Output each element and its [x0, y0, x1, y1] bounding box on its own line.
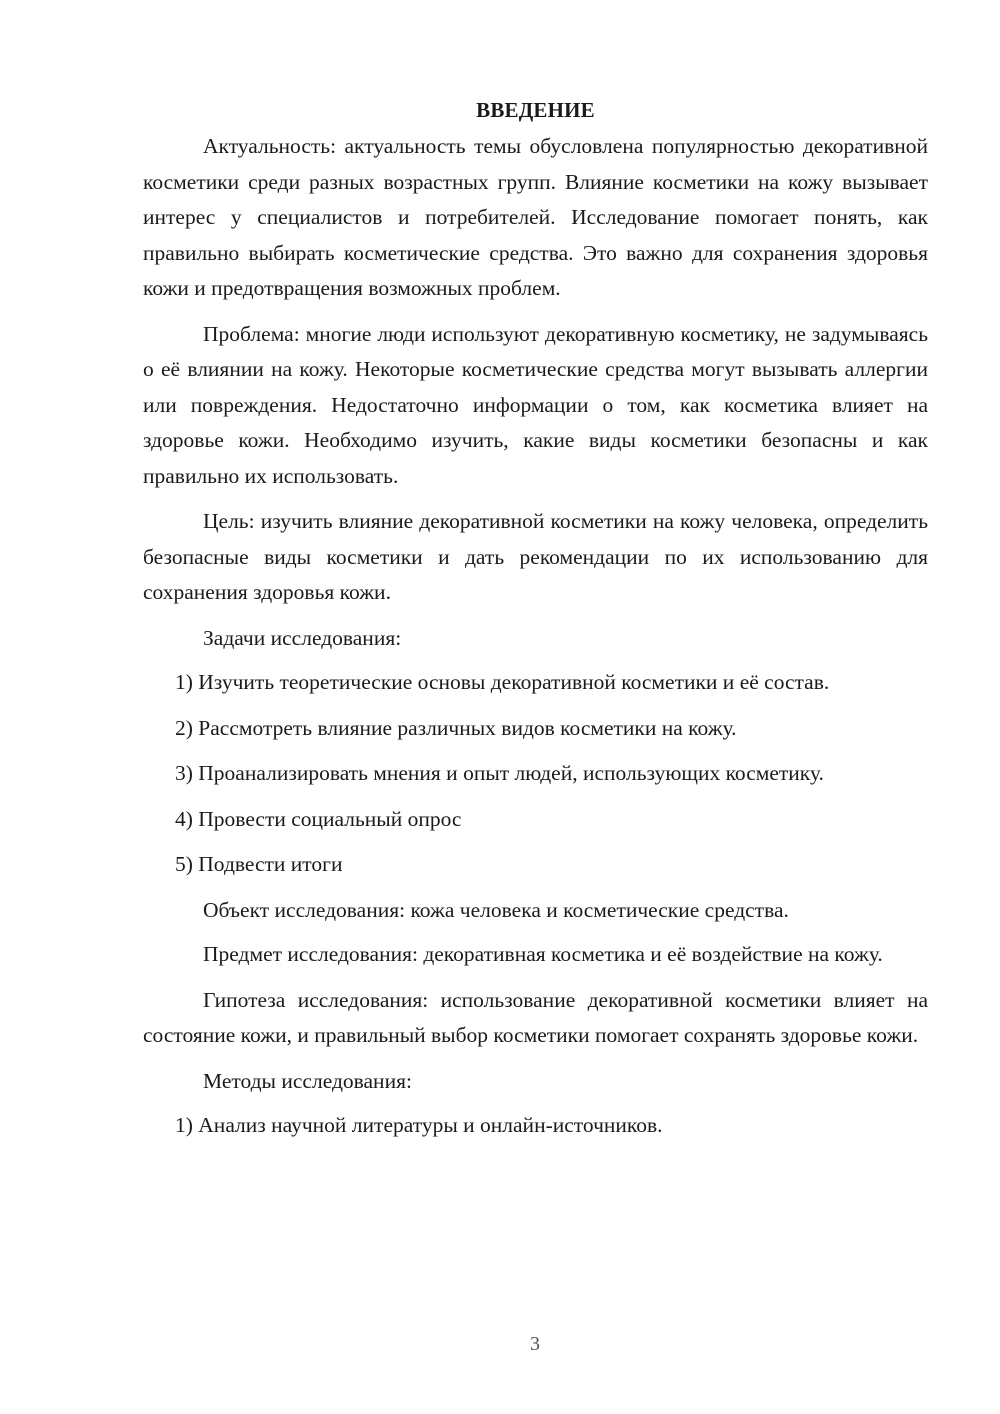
- task-item-4: 4) Провести социальный опрос: [175, 806, 462, 831]
- method-item-1: 1) Анализ научной литературы и онлайн-источников.: [175, 1113, 663, 1137]
- object-paragraph: Объект исследования: кожа человека и косметические средства.: [203, 897, 789, 922]
- task-item-3: 3) Проанализировать мнения и опыт людей, использующих косметику.: [175, 761, 824, 785]
- relevance-paragraph: Актуальность: актуальность темы обусловлена популярностью декоративной косметики среди разных возрастных групп. Влияние косметики на кожу вызывает интерес у специалистов и потребителей. Исследование помогает понять, как правильно выбирать косметические средства. Это важно для сохранения здоровья кожи и предотвращения возможных проблем.: [143, 134, 928, 300]
- goal-paragraph: Цель: изучить влияние декоративной косметики на кожу человека, определить безопасные виды косметики и дать рекомендации по их использованию для сохранения здоровья кожи.: [143, 509, 928, 604]
- problem-paragraph: Проблема: многие люди используют декоративную косметику, не задумываясь о её влиянии на кожу. Некоторые косметические средства могут вызывать аллергии или повреждения. Недостаточно информации о том, как косметика влияет на здоровье кожи. Необходимо изучить, какие виды косметики безопасны и как правильно их использовать.: [143, 321, 928, 488]
- page-number: 3: [530, 1333, 540, 1355]
- document-page: [143, 95, 928, 1154]
- task-item-1: 1) Изучить теоретические основы декоративной косметики и её состав.: [175, 670, 830, 694]
- tasks-heading: Задачи исследования:: [203, 625, 402, 650]
- page-title: ВВЕДЕНИЕ: [476, 98, 595, 122]
- task-item-5: 5) Подвести итоги: [175, 852, 343, 876]
- subject-paragraph: Предмет исследования: декоративная косметика и её воздействие на кожу.: [203, 942, 883, 966]
- task-item-2: 2) Рассмотреть влияние различных видов косметики на кожу.: [175, 715, 737, 740]
- hypothesis-paragraph: Гипотеза исследования: использование декоративной косметики влияет на состояние кожи, и правильный выбор косметики помогает сохранять здоровье кожи.: [143, 987, 928, 1047]
- methods-heading: Методы исследования:: [203, 1068, 412, 1093]
